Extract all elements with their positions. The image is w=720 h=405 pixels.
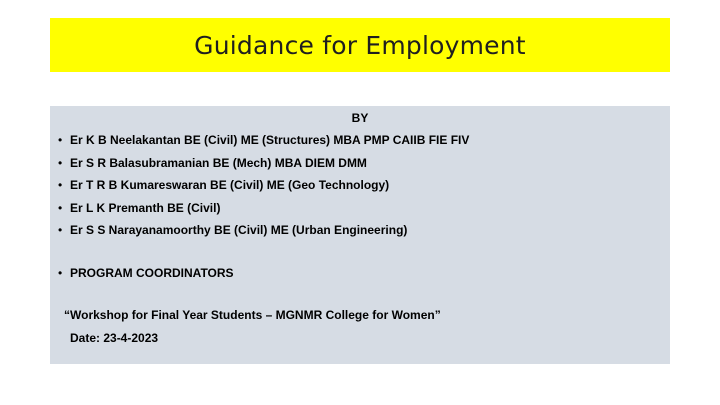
by-label: BY xyxy=(351,111,369,125)
presenter-item: • Er L K Premanth BE (Civil) xyxy=(50,200,469,223)
presenter-list xyxy=(50,132,469,245)
slide-title: Guidance for Employment xyxy=(194,30,526,60)
coordinators-label: • PROGRAM COORDINATORS xyxy=(50,265,234,281)
presenter-item: • Er S S Narayanamoorthy BE (Civil) ME (Urban Engineering) xyxy=(50,222,469,245)
workshop-title: “Workshop for Final Year Students – MGNMR College for Women” xyxy=(64,308,441,322)
presenter-item: • Er T R B Kumareswaran BE (Civil) ME (Geo Technology) xyxy=(50,177,469,200)
content-panel xyxy=(50,106,670,364)
event-date: Date: 23-4-2023 xyxy=(70,331,159,345)
presenter-item: • Er K B Neelakantan BE (Civil) ME (Structures) MBA PMP CAIIB FIE FIV xyxy=(50,132,469,155)
presenter-item: • Er S R Balasubramanian BE (Mech) MBA DIEM DMM xyxy=(50,155,469,178)
title-banner xyxy=(50,18,670,72)
